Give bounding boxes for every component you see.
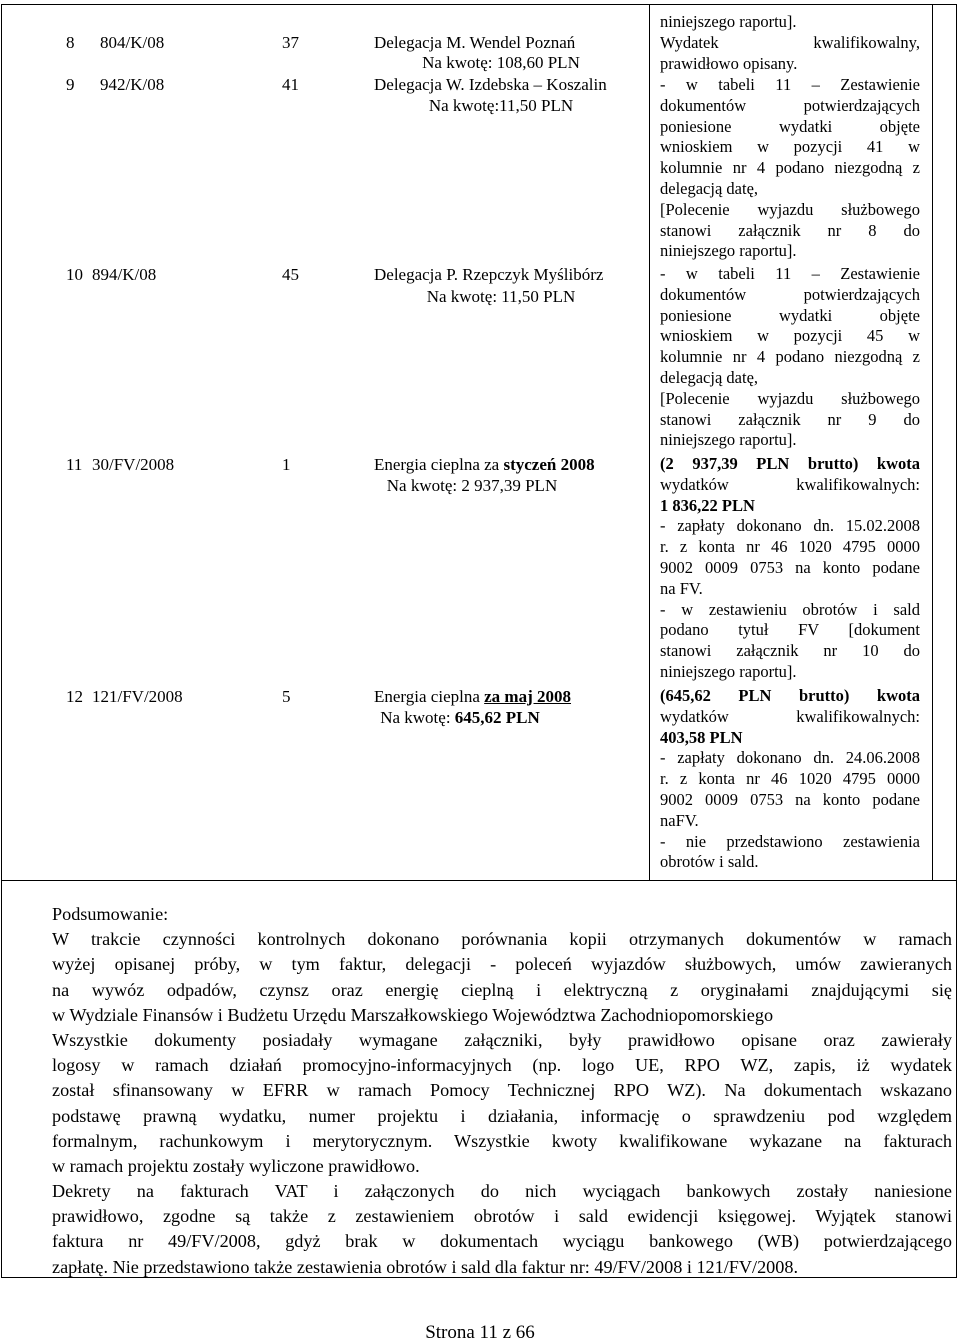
table-divider	[649, 4, 650, 880]
row-position: 5	[282, 687, 291, 706]
remark-line: niniejszego raportu].	[660, 241, 797, 261]
remarks-block-8	[660, 12, 920, 74]
remark-line: poniesione wydatki objęte	[660, 116, 920, 136]
remark-line: na FV.	[660, 578, 703, 598]
summary-line: zapłatę. Nie przedstawiono także zestawienia obrotów i sald dla faktur nr: 49/FV/2008 i 121/FV/2008.	[52, 1256, 799, 1277]
remark-line: kolumnie nr 4 podano niezgodną z	[660, 347, 920, 367]
row-description: Energia cieplna za styczeń 2008	[374, 455, 595, 474]
row-number: 121/FV/2008	[92, 687, 183, 706]
table-divider	[932, 4, 933, 880]
summary-line: Dekrety na fakturach VAT i załączonych do nich wyciągach bankowych zostały naniesione	[52, 1181, 952, 1202]
remark-line: prawidłowo opisany.	[660, 53, 798, 73]
row-amount: Na kwotę: 645,62 PLN	[380, 708, 540, 727]
remark-line: delegacją datę,	[660, 178, 759, 198]
remark-line: (2 937,39 PLN brutto) kwota	[660, 454, 920, 473]
summary-line: w Wydziale Finansów i Budżetu Urzędu Marszałkowskiego Województwa Zachodniopomorskiego	[52, 1004, 774, 1025]
row-number: 942/K/08	[100, 75, 165, 94]
remark-line: dokumentów potwierdzających	[660, 284, 920, 304]
remark-line: - w tabeli 11 – Zestawienie	[660, 264, 920, 283]
row-amount: Na kwotę: 2 937,39 PLN	[386, 476, 558, 495]
remark-line: wnioskiem w pozycji 41 w	[660, 137, 920, 157]
remark-line: - w zestawieniu obrotów i sald	[660, 599, 920, 619]
row-amount: Na kwotę: 108,60 PLN	[422, 53, 580, 72]
remark-line: wydatków kwalifikowalnych:	[660, 474, 920, 494]
row-amount: Na kwotę:11,50 PLN	[428, 96, 574, 115]
row-number: 30/FV/2008	[92, 455, 175, 474]
remark-line: stanowi załącznik nr 8 do	[660, 220, 920, 240]
remark-line: delegacją datę,	[660, 367, 759, 387]
remark-line: - nie przedstawiono zestawienia	[660, 831, 920, 851]
remark-line: Wydatek kwalifikowalny,	[660, 32, 920, 52]
summary-line: w ramach projektu zostały wyliczone prawidłowo.	[52, 1155, 420, 1176]
remark-line: (645,62 PLN brutto) kwota	[660, 686, 920, 705]
row-position: 41	[282, 75, 299, 94]
summary-heading: Podsumowanie:	[52, 904, 169, 924]
table-divider	[1, 880, 957, 881]
summary-line: wyżej opisanej próby, w tym faktur, delegacji - poleceń wyjazdów służbowych, umów zawieranych	[52, 954, 952, 975]
remark-line: - zapłaty dokonano dn. 24.06.2008	[660, 748, 920, 768]
row-position: 37	[282, 33, 299, 52]
summary-line: Wszystkie dokumenty posiadały wymagane załączniki, były prawidłowo opisane oraz zawierały	[52, 1029, 952, 1050]
remark-line: [Polecenie wyjazdu służbowego	[660, 199, 920, 219]
remark-line: r. z konta nr 46 1020 4795 0000	[660, 537, 920, 557]
remark-line: r. z konta nr 46 1020 4795 0000	[660, 769, 920, 789]
row-description: Energia cieplna za maj 2008	[374, 687, 572, 706]
remark-line: podano tytuł FV [dokument	[660, 620, 920, 640]
remarks-block-12	[660, 686, 920, 873]
row-lp: 10	[66, 265, 83, 284]
remark-line: wydatków kwalifikowalnych:	[660, 706, 920, 726]
remark-line: niniejszego raportu].	[660, 430, 797, 450]
remark-line: 9002 0009 0753 na konto podane	[660, 789, 920, 809]
summary-line: prawidłowo, zgodne są także z zestawieniem obrotów i sald ewidencji księgowej. Wyjątek stanowi	[52, 1206, 952, 1227]
remark-line: stanowi załącznik nr 10 do	[660, 641, 920, 661]
remark-line: obrotów i sald.	[660, 852, 759, 872]
row-description: Delegacja P. Rzepczyk Myślibórz	[374, 265, 604, 284]
remark-line: wnioskiem w pozycji 45 w	[660, 326, 920, 346]
summary-line: faktura nr 49/FV/2008, gdyż brak w dokumentach wyciągu bankowego (WB) potwierdzającego	[52, 1231, 952, 1252]
remark-line: kolumnie nr 4 podano niezgodną z	[660, 158, 920, 178]
row-lp: 8	[66, 33, 75, 52]
summary-section	[52, 902, 952, 1280]
remark-line: - w tabeli 11 – Zestawienie	[660, 75, 920, 94]
summary-line: logosy w ramach działań promocyjno-informacyjnych (np. logo UE, RPO WZ, zapis, iż wydatek	[52, 1055, 952, 1076]
summary-line: został sfinansowany w EFRR w ramach Pomocy Technicznej RPO WZ). Na dokumentach wskazano	[52, 1080, 952, 1101]
remark-line: niniejszego raportu].	[660, 661, 797, 681]
row-number: 894/K/08	[92, 265, 157, 284]
row-amount: Na kwotę: 11,50 PLN	[426, 287, 576, 306]
row-number: 804/K/08	[100, 33, 165, 52]
summary-line: formalnym, rachunkowym i merytorycznym. Wszystkie kwoty kwalifikowane wykazane na fakturach	[52, 1130, 952, 1151]
row-lp: 9	[66, 75, 75, 94]
remark-line: 9002 0009 0753 na konto podane	[660, 557, 920, 577]
remarks-block-10	[660, 264, 920, 451]
remark-line: - zapłaty dokonano dn. 15.02.2008	[660, 516, 920, 536]
page-number: Strona 11 z 66	[425, 1322, 535, 1343]
remark-line: [Polecenie wyjazdu służbowego	[660, 388, 920, 408]
summary-line: W trakcie czynności kontrolnych dokonano porównania kopii otrzymanych dokumentów w ramach	[52, 929, 952, 950]
remark-line: naFV.	[660, 810, 699, 830]
remarks-block-9	[660, 75, 920, 262]
summary-line: podstawę prawną wydatku, numer projektu i działania, informację o sprawdzeniu pod względem	[52, 1105, 952, 1126]
remark-line: dokumentów potwierdzających	[660, 95, 920, 115]
row-description: Delegacja W. Izdebska – Koszalin	[374, 75, 607, 94]
remark-line: 1 836,22 PLN	[660, 495, 755, 515]
row-lp: 12	[66, 687, 83, 706]
remark-line: stanowi załącznik nr 9 do	[660, 409, 920, 429]
remarks-block-11	[660, 454, 920, 683]
remark-line: niniejszego raportu].	[660, 12, 797, 31]
row-lp: 11	[66, 455, 83, 474]
row-description: Delegacja M. Wendel Poznań	[374, 33, 576, 52]
row-position: 45	[282, 265, 299, 284]
summary-line: na wywóz odpadów, czynsz oraz energię cieplną i elektryczną z oryginałami znajdującymi się	[52, 979, 952, 1000]
remark-line: poniesione wydatki objęte	[660, 305, 920, 325]
remark-line: 403,58 PLN	[660, 727, 743, 747]
row-position: 1	[282, 455, 291, 474]
